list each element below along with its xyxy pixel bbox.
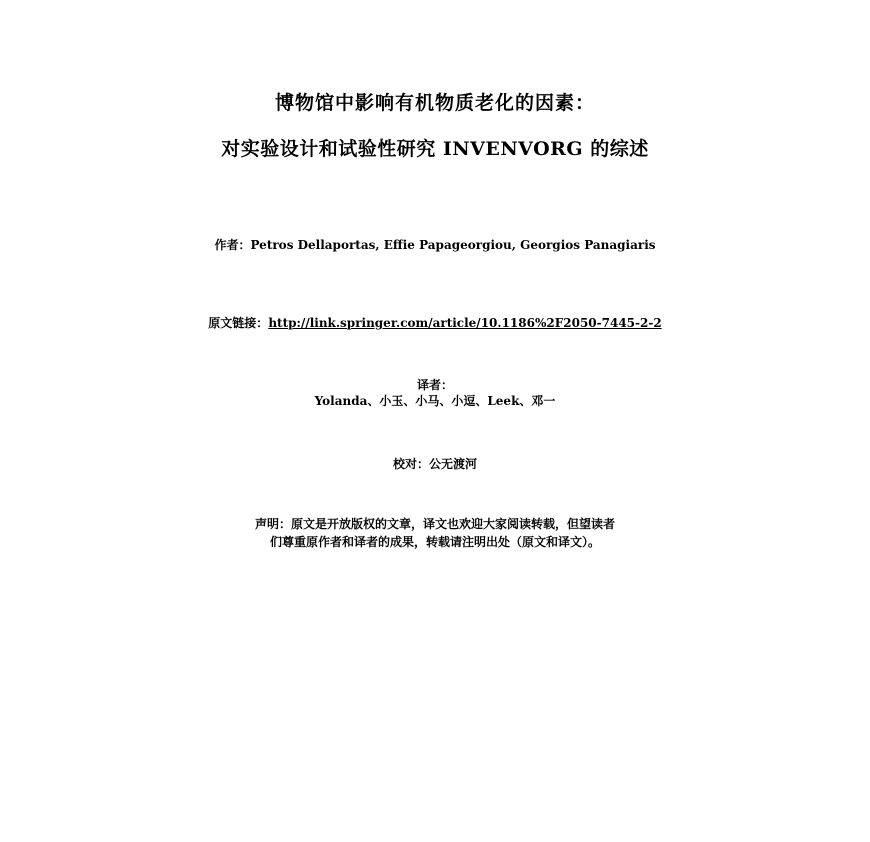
authors-names: Petros Dellaportas, Effie Papageorgiou, Georgios Panagiaris bbox=[250, 238, 656, 252]
source-url-link[interactable]: http://link.springer.com/article/10.1186%2F2050-7445-2-2 bbox=[268, 316, 662, 330]
proofreader-line bbox=[0, 455, 870, 472]
title-line-1: 博物馆中影响有机物质老化的因素： bbox=[274, 92, 595, 114]
proofreader-name: 公无渡河 bbox=[429, 457, 478, 471]
authors-label: 作者： bbox=[214, 238, 251, 252]
translators-label: 译者： bbox=[416, 378, 453, 392]
statement-line-2: 们尊重原作者和译者的成果，转载请注明出处（原文和译文）。 bbox=[269, 535, 600, 549]
statement-line-1: 声明：原文是开放版权的文章，译文也欢迎大家阅读转载，但望读者 bbox=[254, 517, 615, 531]
source-label: 原文链接： bbox=[208, 316, 269, 330]
authors-line bbox=[0, 236, 870, 253]
translators-names: Yolanda、小玉、小马、小逗、Leek、邓一 bbox=[314, 394, 556, 408]
source-link-line bbox=[0, 314, 870, 331]
title-line-2: 对实验设计和试验性研究 INVENVORG 的综述 bbox=[221, 138, 649, 160]
proofreader-label: 校对： bbox=[392, 457, 429, 471]
